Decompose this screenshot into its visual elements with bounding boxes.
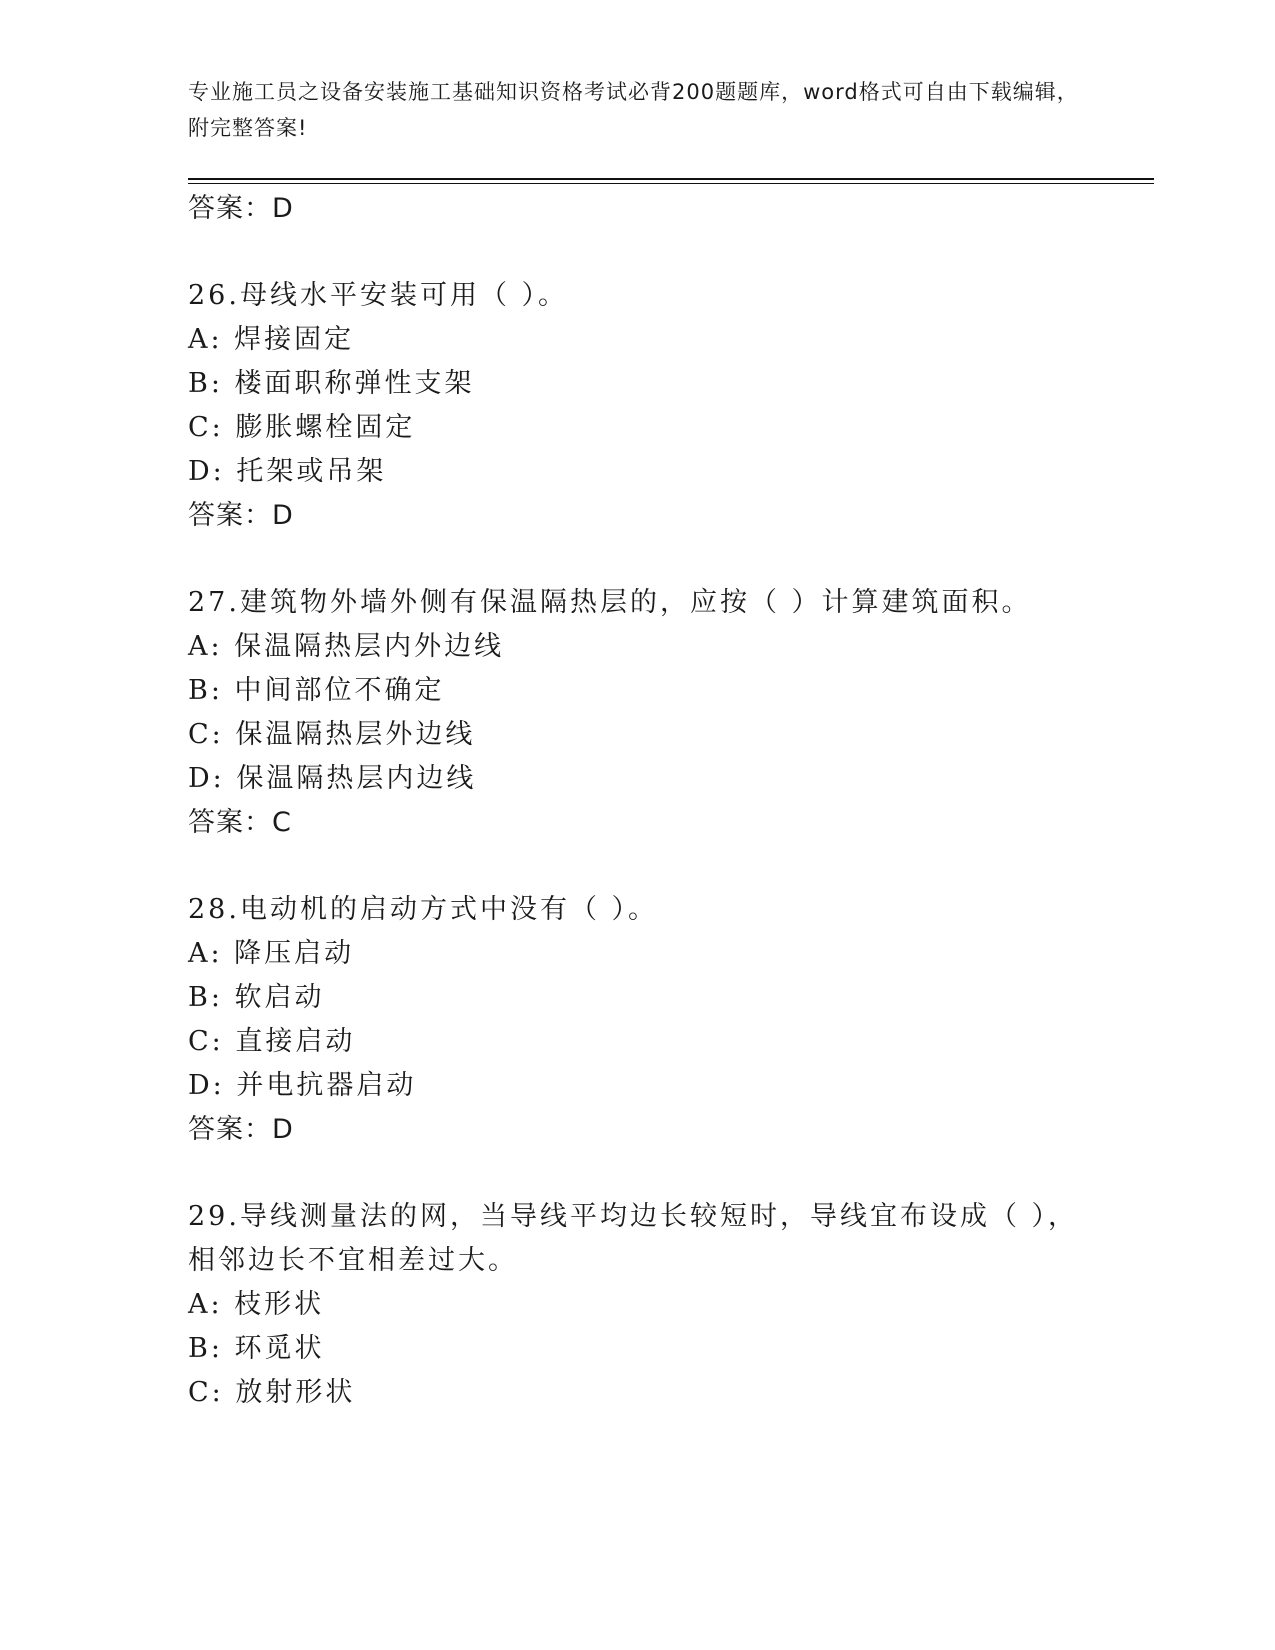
answer-26: 答案：D (188, 500, 294, 531)
question-29-stem-line2: 相邻边长不宜相差过大。 (188, 1245, 518, 1276)
question-28-stem: 28.电动机的启动方式中没有（ ）。 (188, 894, 659, 925)
question-26-option-b: B: 楼面职称弹性支架 (188, 368, 475, 399)
question-28-option-c: C: 直接启动 (188, 1026, 356, 1057)
question-29-stem-line1: 29.导线测量法的网，当导线平均边长较短时，导线宜布设成（ ）， (188, 1201, 1079, 1232)
question-27-option-d: D: 保温隔热层内边线 (188, 763, 477, 794)
question-28-option-a: A: 降压启动 (188, 938, 355, 969)
document-header: 专业施工员之设备安装施工基础知识资格考试必背200题题库，word格式可自由下载编辑，附完整答案! (188, 80, 1079, 140)
answer-28: 答案：D (188, 1114, 294, 1145)
question-26-option-a: A: 焊接固定 (188, 324, 355, 355)
question-28-option-b: B: 软启动 (188, 982, 325, 1013)
question-27-stem: 27.建筑物外墙外侧有保温隔热层的，应按（ ）计算建筑面积。 (188, 587, 1032, 618)
question-28-option-d: D: 并电抗器启动 (188, 1070, 417, 1101)
question-26-option-d: D: 托架或吊架 (188, 456, 387, 487)
question-29-option-b: B: 环觅状 (188, 1333, 325, 1364)
header-rule-thick (188, 178, 1154, 180)
answer-27: 答案：C (188, 807, 292, 838)
answer-25: 答案：D (188, 193, 294, 224)
question-27-option-b: B: 中间部位不确定 (188, 675, 445, 706)
question-29-option-c: C: 放射形状 (188, 1377, 356, 1408)
question-29-option-a: A: 枝形状 (188, 1289, 325, 1320)
question-26-stem: 26.母线水平安装可用（ ）。 (188, 280, 569, 311)
header-rule-thin (188, 183, 1154, 184)
question-27-option-c: C: 保温隔热层外边线 (188, 719, 476, 750)
question-26-option-c: C: 膨胀螺栓固定 (188, 412, 416, 443)
question-27-option-a: A: 保温隔热层内外边线 (188, 631, 505, 662)
